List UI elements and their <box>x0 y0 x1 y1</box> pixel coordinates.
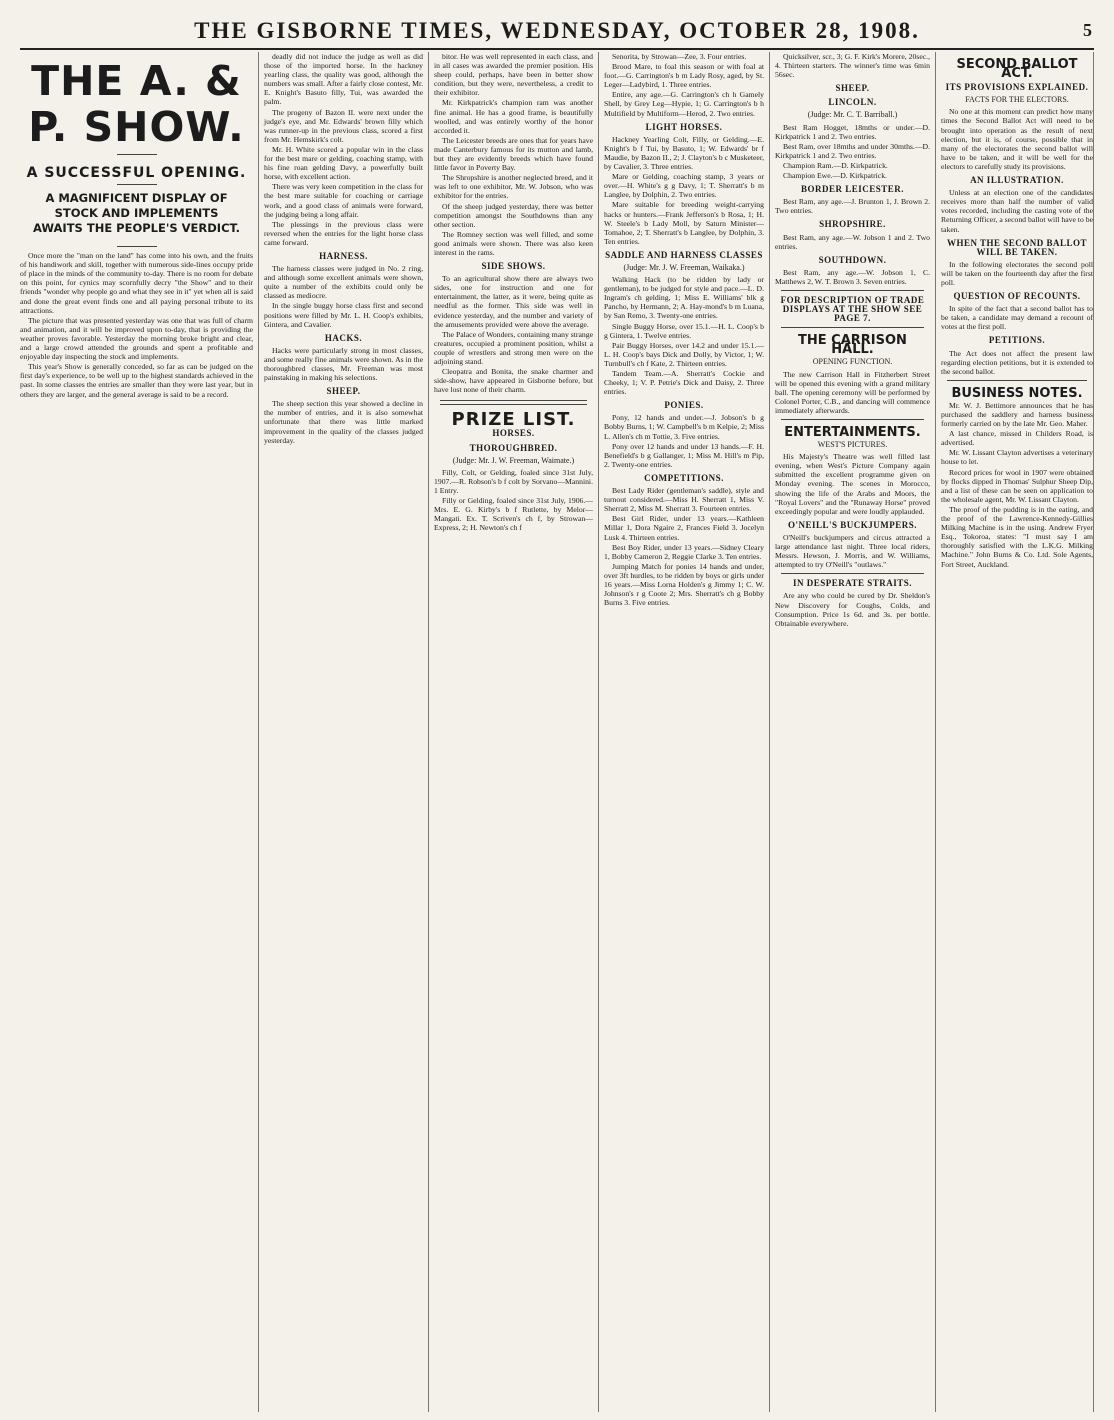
divider <box>440 400 587 405</box>
section-heading: BUSINESS NOTES. <box>951 385 1083 401</box>
section-heading: SOUTHDOWN. <box>818 254 887 265</box>
column-3 <box>429 52 599 1412</box>
section-heading: BORDER LEICESTER. <box>800 184 905 195</box>
article-paragraph: The sheep section this year showed a decline in the number of entries, and it is also somewhat unfortunate that there was little marked improvement in the quality of the classes judged yesterday. <box>264 399 423 445</box>
article-paragraph: The plessings in the previous class were reversed when the entries for the light horse class came forward. <box>264 219 423 247</box>
article-paragraph: Once more the "man on the land" has come into his own, and the fruits of his handiwork and skill, together with numerous side-lines occupy pride of place in the minds of the community to-day. There is no room for debate on this point, for cynics may scornfully decry "the Show" and to their friends "wonder why people go and what they see in it" yet when all is said and done the great event finds one and all paying personal tribute to its attractions. <box>20 251 253 315</box>
article-paragraph: Best Ram, any age.—W. Jobson 1, C. Matthews 2, W. T. Brown 3. Seven entries. <box>775 267 930 286</box>
section-heading: SIDE SHOWS. <box>481 261 546 272</box>
article-paragraph: Champion Ewe.—D. Kirkpatrick. <box>783 171 887 181</box>
article-paragraph: Brood Mare, to foal this season or with foal at foot.—G. Carrington's b m Lady Rosy, aged, by St. Leger—Ladybird, 1. Three entries. <box>604 62 764 90</box>
section-heading: HORSES. <box>492 428 535 439</box>
section-subheading: WEST'S PICTURES. <box>817 440 888 450</box>
article-paragraph: The new Carrison Hall in Fitzherbert Street will be opened this evening with a grand military ball. The opening ceremony will be performed by Colonel Porter, C.B., and dancing will commence immediately afterwards. <box>775 369 930 415</box>
section-heading: THOROUGHBRED. <box>469 442 558 453</box>
section-heading: COMPETITIONS. <box>644 472 724 483</box>
article-paragraph: Single Buggy Horse, over 15.1.—H. L. Coop's b g Gintera, 1. Twelve entries. <box>604 321 764 340</box>
article-paragraph: Jumping Match for ponies 14 hands and under, over 3ft hurdles, to be ridden by boys or girls under 16 years.—Miss Lorna Holden's g Jimmy 1; C. W. Johnson's r g Coote 2; Mrs. Sherratt's ch g Bobby Burns 3. Five entries. <box>604 561 764 608</box>
divider <box>781 573 924 574</box>
article-paragraph: Best Ram Hogget, 18mths or under.—D. Kirkpatrick 1 and 2. Two entries. <box>775 122 930 141</box>
article-paragraph: The picture that was presented yesterday was one that was full of charm and animation, and it will be improved upon to-day, that is providing the weather proves favorable. Yesterday the morning broke bright and clear, and a large crowd attended the grounds and spent a profitable and enjoyable day inspecting the stock and implements. <box>20 315 253 362</box>
article-paragraph: The Leicester breeds are ones that for years have made Canterbury famous for its mutton and lamb, but they are evidently breeds which have found little favor in Poverty Bay. <box>434 135 593 173</box>
article-paragraph: Record prices for wool in 1907 were obtained by flocks dipped in Thomas' Sulphur Sheep Dip, and a list of these can be seen on application to the wholesale agent, Mr. W. Lissant Clayton. <box>941 467 1093 504</box>
section-heading: SHROPSHIRE. <box>819 219 886 230</box>
article-paragraph: Unless at an election one of the candidates receives more than half the number of valid votes recorded, including the casting vote of the Returning Officer, a second ballot will have to be taken. <box>941 188 1093 234</box>
section-heading: HACKS. <box>324 332 363 343</box>
article-paragraph: O'Neill's buckjumpers and circus attracted a large attendance last night. Three local riders, Messrs. Hewson, J. Morris, and W. Williams, attempted to try O'Neill's "outlaws." <box>775 532 930 570</box>
article-paragraph: Hacks were particularly strong in most classes, and some really fine animals were shown. As in the thoroughbred classes, Mr. Freeman was most painstaking in making his selections. <box>264 345 423 383</box>
section-heading: PETITIONS. <box>988 335 1046 346</box>
article-paragraph: The Shropshire is another neglected breed, and it was left to one exhibitor, Mr. W. Jobson, who was exhibitor for the entries. <box>434 173 593 201</box>
article-paragraph: Pony, 12 hands and under.—J. Jobson's b g Bobby Burns, 1; W. Campbell's b m Kelpie, 2; Miss L. Allen's ch m Tottie, 3. Five entries. <box>604 413 764 441</box>
subheadline: A SUCCESSFUL OPENING. <box>26 165 247 181</box>
column-2 <box>259 52 429 1412</box>
section-heading: O'NEILL'S BUCKJUMPERS. <box>787 519 918 530</box>
article-paragraph: In the single buggy horse class first and second positions were filled by Mr. L. H. Coop's exhibits, Gintera, and Cavalier. <box>264 301 423 329</box>
article-paragraph: Best Boy Rider, under 13 years.—Sidney Cleary 1, Bobby Cameron 2, Reggie Clarke 3. Ten entries. <box>604 542 764 561</box>
article-paragraph: Champion Ram.—D. Kirkpatrick. <box>783 160 888 170</box>
divider <box>117 154 157 155</box>
section-subheading: ITS PROVISIONS EXPLAINED. <box>945 82 1089 93</box>
article-paragraph: Hackney Yearling Colt, Filly, or Gelding.—E. Knight's b f Tui, by Basuto, 1; W. Edwards' br f Maudie, by Bazon II., 2; J. Clayton's b c Musketeer, by Cavalier, 3. Three entries. <box>604 134 764 172</box>
divider <box>117 184 157 185</box>
article-paragraph: Filly, Colt, or Gelding, foaled since 31st July, 1907.—R. Robson's b f colt by Sorvano—Mannini. 1 Entry. <box>434 467 593 495</box>
article-paragraph: Best Girl Rider, under 13 years.—Kathleen Millar 1, Dora Ngaire 2, Frances Field 3. Jocelyn Lusk 4. Thirteen entries. <box>604 514 764 542</box>
section-heading: IN DESPERATE STRAITS. <box>792 578 913 589</box>
article-paragraph: Mare suitable for breeding weight-carrying hacks or hunters.—Frank Jefferson's b Rosa, 1; H. W. Steele's b Lady Moll, by Saturn Minister—Tomahoe, 2; T. Sherratt's b Langlee, by Dolphin, 3. Ten entries. <box>604 200 764 246</box>
section-heading: ENTERTAINMENTS. <box>784 425 921 440</box>
section-heading: QUESTION OF RECOUNTS. <box>953 291 1081 302</box>
judge-note: (Judge: Mr. C. T. Barriball.) <box>807 110 898 120</box>
prize-list-heading: PRIZE LIST. <box>451 409 576 431</box>
section-subheading: FACTS FOR THE ELECTORS. <box>965 95 1069 105</box>
article-paragraph: Best Lady Rider (gentleman's saddle), style and turnout considered.—Miss H. Sherratt 1, Miss V. Sherratt 2, Miss M. Sherratt 3. Fourteen entries. <box>604 486 764 514</box>
article-paragraph: His Majesty's Theatre was well filled last evening, when West's Picture Company again submitted the excellent programme given on Monday evening. The scenes in Morocco, showing the life of the Arabs and Moors, the "Royal Lovers" and the "Runaway Horse" proved exceedingly popular and were loudly applauded. <box>775 452 930 516</box>
article-paragraph: Best Ram, any age.—J. Brunton 1, J. Brown 2. Two entries. <box>775 197 930 216</box>
divider <box>117 246 157 247</box>
divider <box>781 419 924 420</box>
article-paragraph: Filly or Gelding, foaled since 31st July, 1906.—Mrs. E. G. Kirby's b f Rutlette, by Melor—Mangati. Ex. T. Scriven's ch f, by Strowan—Express, 2; H. Newton's ch f <box>434 496 593 533</box>
section-heading: AN ILLUSTRATION. <box>970 175 1064 186</box>
article-paragraph: Mare or Gelding, coaching stamp, 3 years or over.—H. White's g g Davy, 1; T. Sherratt's b m Langlee, by Dolphin, 2. Two entries. <box>604 172 764 200</box>
article-paragraph: There was very keen competition in the class for the best mare suitable for coaching or carriage work, and a good class of animals were forward, the judging being a long affair. <box>264 182 423 219</box>
column-1 <box>20 52 259 1412</box>
article-paragraph: Of the sheep judged yesterday, there was better competition amongst the Southdowns than any other section. <box>434 201 593 229</box>
column-4 <box>599 52 770 1412</box>
article-paragraph: Entire, any age.—G. Carrington's ch h Gamely Shell, by Grey Leg—Hypie, 1; G. Carrington's b h Multifield by Multiform—Herod, 2. Two entries. <box>604 90 764 118</box>
deck-headline: A MAGNIFICENT DISPLAY OF STOCK AND IMPLEMENTS AWAITS THE PEOPLE'S VERDICT. <box>32 191 240 236</box>
column-5 <box>770 52 936 1412</box>
article-paragraph: Mr. W. J. Bettimore announces that he has purchased the saddlery and harness business formerly carried on by the late Mr. Geo. Maher. <box>941 400 1093 429</box>
article-paragraph: deadly did not induce the judge as well as did those of the imported horse. In the hackney yearling class, the quality was good, although the numbers was small. After a fairly close contest, Mr. E. Knight's Basuto filly, Tui, was awarded the palm. <box>264 52 423 107</box>
article-paragraph: The harness classes were judged in No. 2 ring, and although some excellent animals were shown, quite a number of the exhibits could only be classed as mediocre. <box>264 264 423 301</box>
article-paragraph: A last chance, missed in Childers Road, is advertised. <box>941 429 1093 448</box>
column-6 <box>936 52 1094 1412</box>
article-paragraph: Quicksilver, scr., 3; G. F. Kirk's Morere, 20sec., 4. Thirteen starters. The winner's time was 6min 56sec. <box>775 52 930 80</box>
article-paragraph: Walking Hack (to be ridden by lady or gentleman), to be judged for style and pace.—L. D. Ingram's ch gelding, 1; Miss E. Williams' blk g Pancho, by Hermann, 2; A. Hay-mond's b m Luana, by San Remo, 3. Twenty-one entries. <box>604 275 764 321</box>
section-heading: SHEEP. <box>326 386 361 397</box>
masthead <box>20 18 1094 50</box>
main-headline: THE A. & P. SHOW. <box>28 57 245 151</box>
article-paragraph: In the following electorates the second poll will be taken on the fourteenth day after the first poll. <box>941 259 1093 287</box>
article-paragraph: Tandem Team.—A. Sherratt's Cockie and Cheeky, 1; V. P. Petrie's Dick and Daisy, 2. Three entries. <box>604 369 764 397</box>
section-heading: SECOND BALLOT ACT. <box>956 57 1078 82</box>
article-paragraph: The proof of the pudding is in the eating, and the proof of the Lawrence-Kennedy-Gillies Milking Machine is in the using. Andrew Fryer Esq., Tokoroa, states: "I must say I am thoroughly satisfied with the L.K.G. Milking Machine." John Burns & Co. Ltd. Sole Agents, Fort Street, Auckland. <box>941 504 1093 569</box>
article-paragraph: Pony over 12 hands and under 13 hands.—F. H. Benefield's b g Gallanger, 1; Miss M. Hill's m Pip, 2. Twenty-one entries. <box>604 441 764 469</box>
article-paragraph: Senorita, by Strowan—Zee, 3. Four entries. <box>612 52 747 61</box>
section-heading: PONIES. <box>664 400 704 411</box>
section-heading: SADDLE AND HARNESS CLASSES <box>605 249 763 260</box>
article-paragraph: The Act does not affect the present law regarding election petitions, but it is extended to the second ballot. <box>941 348 1093 376</box>
article-paragraph: The Palace of Wonders, containing many strange creatures, occupied a prominent position, whilst a couple of wrestlers and strong men were on the adjoining stand. <box>434 329 593 366</box>
page-number: 5 <box>1083 20 1092 40</box>
article-paragraph: Best Ram, any age.—W. Jobson 1 and 2. Two entries. <box>775 232 930 251</box>
article-paragraph: The progeny of Bazon II. were next under the judge's eye, and Mr. Edwards' brown filly which was runner-up in the previous class, scored a first from Mr. Hemskirk's colt. <box>264 107 423 144</box>
article-paragraph: Pair Buggy Horses, over 14.2 and under 15.1.—L. H. Coop's bays Dick and Dolly, by Victor, 1; W. Turnbull's ch f Kate, 2. Thirteen entries. <box>604 340 764 368</box>
article-paragraph: Mr. H. White scored a popular win in the class for the best mare or gelding, coaching stamp, with his fine roan gelding Davy, a powerfully built horse, with excellent action. <box>264 144 423 182</box>
section-heading: LIGHT HORSES. <box>645 121 723 132</box>
article-paragraph: Mr. Kirkpatrick's champion ram was another fine animal. He has a good frame, is beautifully woolled, and was entirely worthy of the honor accorded it. <box>434 98 593 135</box>
article-paragraph: In spite of the fact that a second ballot has to be taken, a candidate may demand a recount of votes at the first poll. <box>941 304 1093 332</box>
section-heading: LINCOLN. <box>828 97 877 108</box>
section-subheading: OPENING FUNCTION. <box>812 357 893 367</box>
divider <box>947 380 1087 381</box>
judge-note: (Judge: Mr. J. W. Freeman, Waimate.) <box>452 455 575 465</box>
section-heading: WHEN THE SECOND BALLOT WILL BE TAKEN. <box>946 237 1088 257</box>
article-paragraph: Are any who could be cured by Dr. Sheldon's New Discovery for Coughs, Colds, and Consumption. Price 1s 6d. and 3s. per bottle. Obtainable everywhere. <box>775 591 930 628</box>
judge-note: (Judge: Mr. J. W. Freeman, Waikaka.) <box>623 262 745 272</box>
article-paragraph: No one at this moment can predict how many times the Second Ballot Act will need to be brought into operation as the result of next election, but it is, of course, possible that in many of the electorates the second ballot will have to be taken, and it will be well for the electors to carefully study its provisions. <box>941 107 1093 171</box>
section-heading: THE CARRISON HALL. <box>798 333 907 358</box>
article-paragraph: Mr. W. Lissant Clayton advertises a veterinary house to let. <box>941 448 1093 467</box>
article-paragraph: This year's Show is generally conceded, so far as can be judged on the first day's experience, to be well up to the highest standards achieved in the past. In some classes the entries are smaller than they were last year, but in others they are larger, and the general average is said to be a record. <box>20 362 253 399</box>
trade-display-note: FOR DESCRIPTION OF TRADE DISPLAYS AT THE SHOW SEE PAGE 7. <box>780 294 925 324</box>
section-heading: SHEEP. <box>835 83 870 94</box>
article-paragraph: To an agricultural show there are always two sides, one for instruction and one for entertainment, the latter, as it were, being quite as needful as the former. This side was well in evidence yesterday, and the number and variety of the amusements provided were above the average. <box>434 274 593 329</box>
article-paragraph: Cleopatra and Bonita, the snake charmer and side-show, have appeared in Gisborne before, but have lost none of their charm. <box>434 367 593 395</box>
divider <box>781 290 924 291</box>
divider <box>781 327 924 328</box>
article-paragraph: bitor. He was well represented in each class, and in all cases was awarded the premier position. His sheep could, perhaps, have been in better show condition, but they were, nevertheless, a credit to their exhibitor. <box>434 52 593 98</box>
newspaper-title: THE GISBORNE TIMES, WEDNESDAY, OCTOBER 28, 1908. <box>194 18 920 43</box>
section-heading: HARNESS. <box>319 250 368 261</box>
article-paragraph: Best Ram, over 18mths and under 30mths.—D. Kirkpatrick 1 and 2. Two entries. <box>775 141 930 160</box>
article-paragraph: The Romney section was well filled, and some good animals were shown. There was also keen interest in the rams. <box>434 229 593 257</box>
